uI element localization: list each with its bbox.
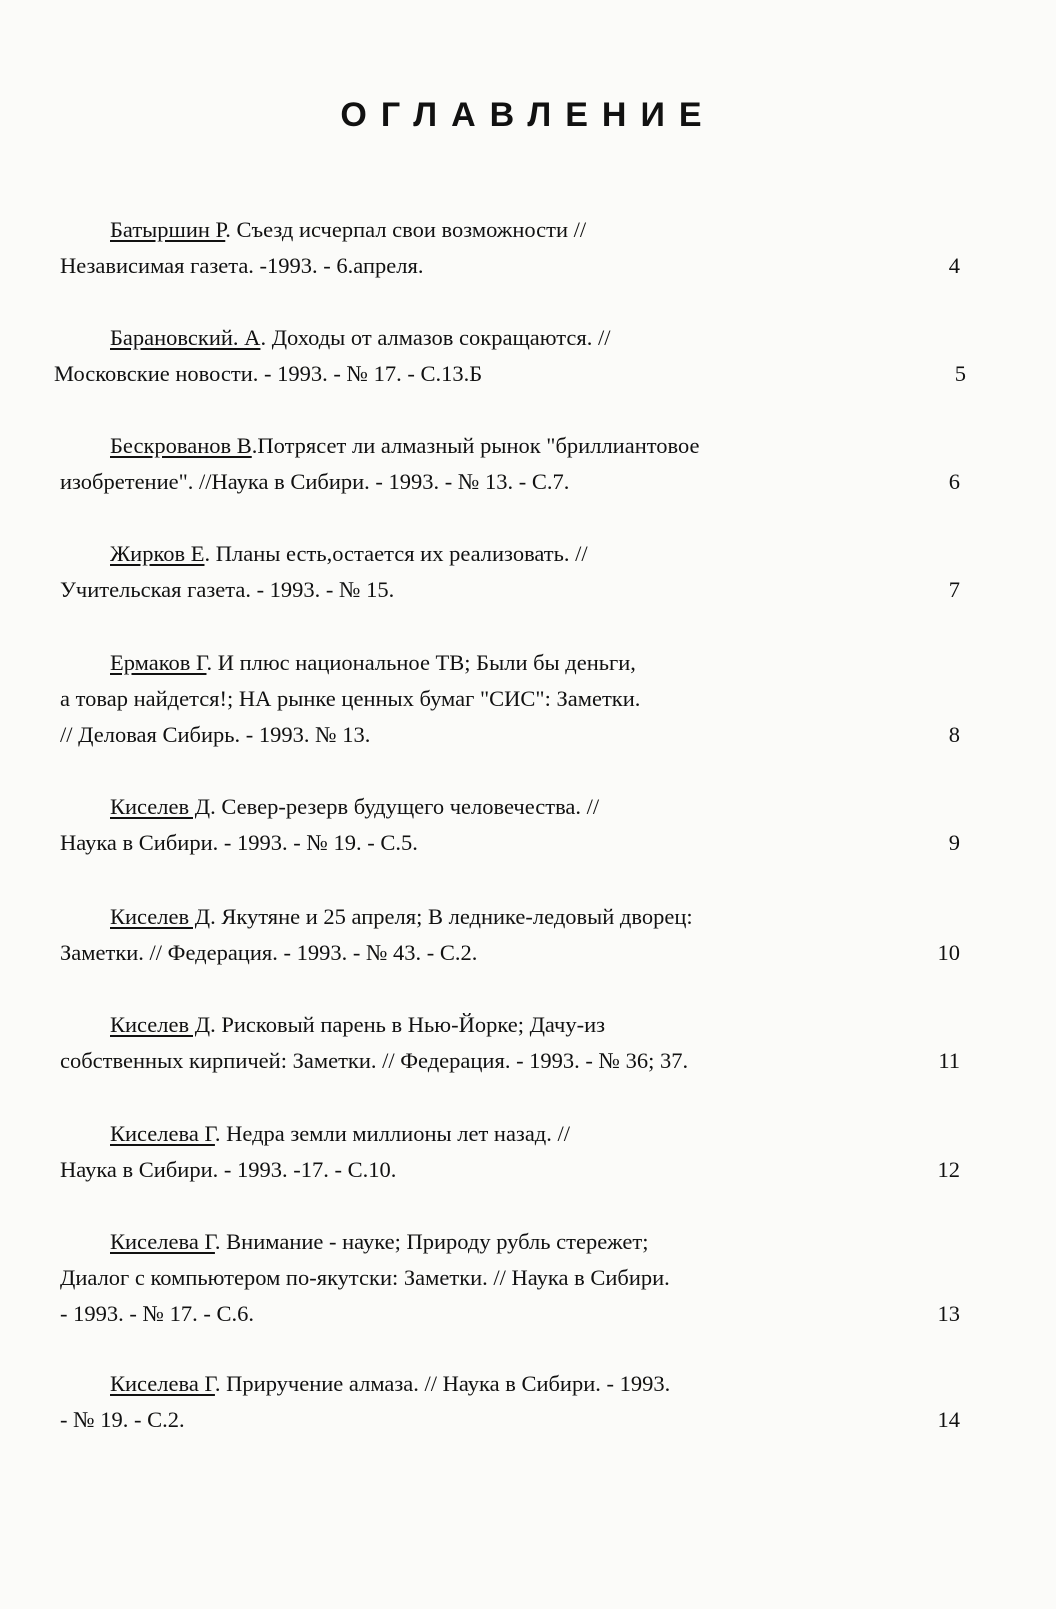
entry-page-number: 12 — [937, 1157, 960, 1182]
toc-entry — [60, 212, 960, 284]
entry-title: . Рисковый парень в Нью-Йорке; Дачу-из — [210, 1012, 606, 1037]
entry-title: . Планы есть,остается их реализовать. // — [204, 541, 588, 566]
entry-line: - № 19. - С.2. 14 — [60, 1402, 960, 1438]
entry-page-number: 13 — [937, 1301, 960, 1326]
entry-title: .Потрясет ли алмазный рынок "бриллиантовое — [251, 433, 700, 458]
entry-first-line — [60, 320, 960, 356]
toc-entry — [60, 428, 960, 500]
toc-entry — [60, 536, 960, 608]
entry-page-number: 11 — [938, 1048, 960, 1073]
entry-page-number: 10 — [937, 940, 960, 965]
entry-page-number: 4 — [948, 253, 960, 278]
entry-first-line — [60, 1224, 960, 1260]
entry-first-line — [60, 789, 960, 825]
entry-line: Независимая газета. -1993. - 6.апреля. 4 — [60, 248, 960, 284]
toc-entry — [54, 320, 966, 392]
entry-first-line — [60, 1007, 960, 1043]
entry-first-line — [60, 428, 960, 464]
entry-line: - 1993. - № 17. - С.6. 13 — [60, 1296, 960, 1332]
entry-title: . Недра земли миллионы лет назад. // — [214, 1121, 571, 1146]
toc-entry — [60, 789, 960, 861]
entry-line: Учительская газета. - 1993. - № 15. 7 — [60, 572, 960, 608]
toc-entry — [60, 645, 960, 753]
entry-line: Наука в Сибири. - 1993. - № 19. - С.5. 9 — [60, 825, 960, 861]
entry-author: Киселев Д — [110, 904, 211, 929]
entry-title: . Съезд исчерпал свои возможности // — [225, 217, 587, 242]
entry-author: Киселев Д — [110, 1012, 211, 1037]
toc-entry — [60, 1366, 960, 1438]
toc-entry — [60, 1116, 960, 1188]
entry-author: Киселева Г — [110, 1229, 215, 1254]
toc-entry — [60, 1007, 960, 1079]
entry-line: изобретение". //Наука в Сибири. - 1993. - № 13. - С.7. 6 — [60, 464, 960, 500]
entry-title: . Приручение алмаза. // Наука в Сибири. - 1993. — [214, 1371, 671, 1396]
entry-first-line — [60, 899, 960, 935]
entry-page-number: 14 — [937, 1407, 960, 1432]
toc-entry — [60, 1224, 960, 1332]
entry-title: . И плюс национальное ТВ; Были бы деньги, — [206, 650, 636, 675]
entry-author: Киселева Г — [110, 1371, 215, 1396]
entry-author: Киселев Д — [110, 794, 211, 819]
entry-author: Бескрованов В — [110, 433, 252, 458]
entry-title: . Доходы от алмазов сокращаются. // — [260, 325, 611, 350]
entry-line: собственных кирпичей: Заметки. // Федерация. - 1993. - № 36; 37. 11 — [60, 1043, 960, 1079]
entry-page-number: 9 — [948, 830, 960, 855]
entry-line: Заметки. // Федерация. - 1993. - № 43. - С.2. 10 — [60, 935, 960, 971]
toc-entry — [60, 899, 960, 971]
entry-title: . Внимание - науке; Природу рубль стережет; — [214, 1229, 649, 1254]
entry-title: . Север-резерв будущего человечества. // — [210, 794, 600, 819]
entry-first-line — [60, 645, 960, 681]
entry-line: Московские новости. - 1993. - № 17. - С.13.Б 5 — [54, 356, 960, 392]
entry-page-number: 6 — [948, 469, 960, 494]
entry-page-number: 5 — [954, 361, 966, 386]
entry-line: // Деловая Сибирь. - 1993. № 13. 8 — [60, 717, 960, 753]
entry-line: Диалог с компьютером по-якутски: Заметки. // Наука в Сибири. — [60, 1265, 670, 1290]
entry-page-number: 8 — [948, 722, 960, 747]
entry-line: Наука в Сибири. - 1993. -17. - С.10. 12 — [60, 1152, 960, 1188]
entry-line: а товар найдется!; НА рынке ценных бумаг "СИС": Заметки. — [60, 686, 641, 711]
entry-author: Киселева Г — [110, 1121, 215, 1146]
page-title: ОГЛАВЛЕНИЕ — [340, 96, 716, 134]
entry-author: Жирков Е — [110, 541, 205, 566]
entry-author: Ермаков Г — [110, 650, 207, 675]
entry-first-line — [60, 536, 960, 572]
entry-first-line — [60, 1366, 960, 1402]
entry-author: Батыршин Р — [110, 217, 226, 242]
entry-author: Барановский. А — [110, 325, 261, 350]
entry-title: . Якутяне и 25 апреля; В леднике-ледовый дворец: — [210, 904, 693, 929]
entry-page-number: 7 — [948, 577, 960, 602]
entry-first-line — [60, 1116, 960, 1152]
entry-first-line — [60, 212, 960, 248]
